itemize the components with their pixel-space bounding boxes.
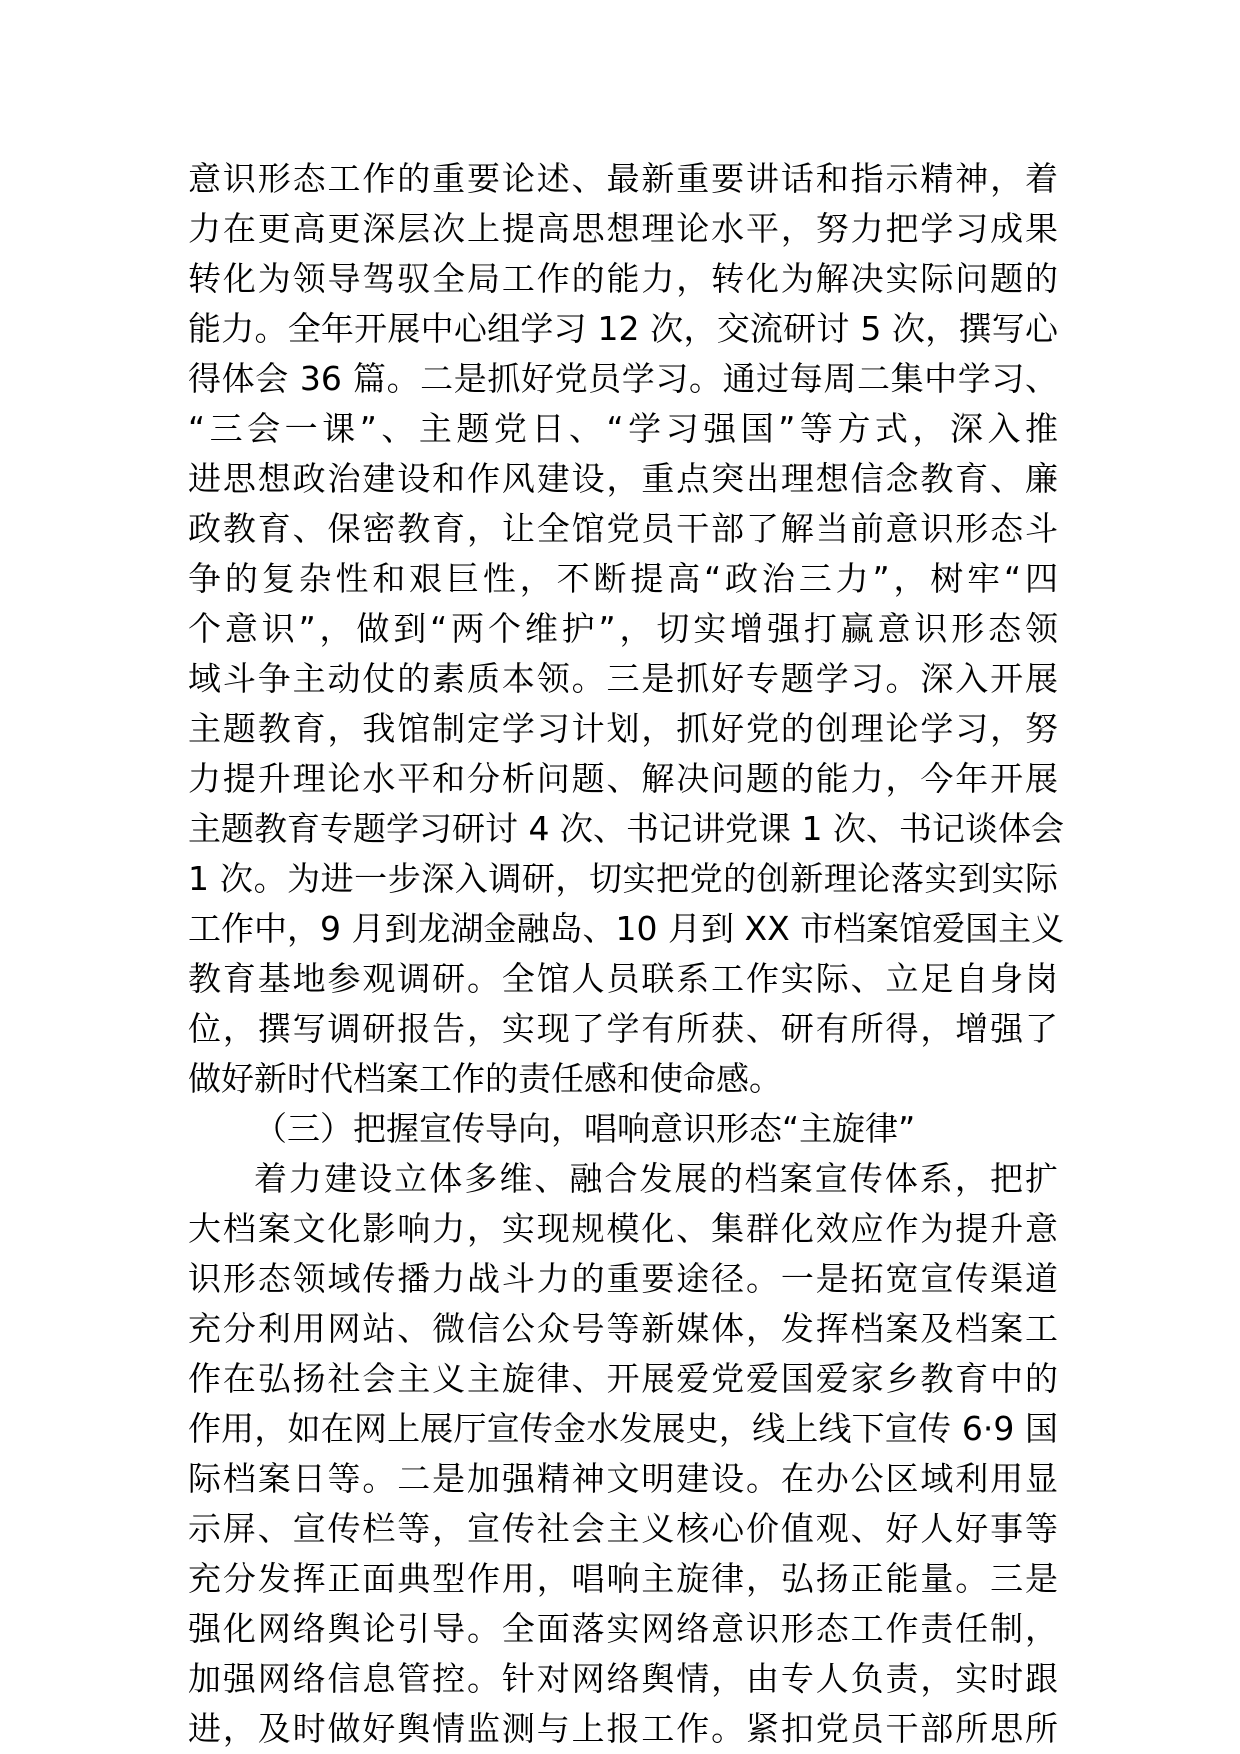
document-line: 作在弘扬社会主义主旋律、开展爱党爱国爱家乡教育中的 xyxy=(188,1359,1058,1398)
document-line: 加强网络信息管控。针对网络舆情，由专人负责，实时跟 xyxy=(188,1659,1058,1698)
document-line: 位，撰写调研报告，实现了学有所获、研有所得，增强了 xyxy=(188,1009,1058,1048)
document-line: 域斗争主动仗的素质本领。三是抓好专题学习。深入开展 xyxy=(188,659,1058,698)
document-line: 充分发挥正面典型作用，唱响主旋律，弘扬正能量。三是 xyxy=(188,1559,1058,1598)
document-line: 主题教育专题学习研讨 4 次、书记讲党课 1 次、书记谈体会 xyxy=(188,809,1064,848)
document-line: 充分利用网站、微信公众号等新媒体，发挥档案及档案工 xyxy=(188,1309,1058,1348)
document-line: 能力。全年开展中心组学习 12 次，交流研讨 5 次，撰写心 xyxy=(188,309,1058,348)
document-body xyxy=(188,154,1065,1754)
document-line: 个意识”，做到“两个维护”，切实增强打赢意识形态领 xyxy=(188,609,1058,648)
document-line: 争的复杂性和艰巨性，不断提高“政治三力”，树牢“四 xyxy=(188,559,1058,598)
document-line: 示屏、宣传栏等，宣传社会主义核心价值观、好人好事等 xyxy=(188,1509,1058,1548)
document-line: 教育基地参观调研。全馆人员联系工作实际、立足自身岗 xyxy=(188,959,1058,998)
document-line: 工作中，9 月到龙湖金融岛、10 月到 XX 市档案馆爱国主义 xyxy=(188,909,1065,948)
document-line: （三）把握宣传导向，唱响意识形态“主旋律” xyxy=(254,1109,916,1148)
document-line: 识形态领域传播力战斗力的重要途径。一是拓宽宣传渠道 xyxy=(188,1259,1058,1298)
document-line: 政教育、保密教育，让全馆党员干部了解当前意识形态斗 xyxy=(188,509,1058,548)
document-line: 主题教育，我馆制定学习计划，抓好党的创理论学习，努 xyxy=(188,709,1058,748)
document-line: 得体会 36 篇。二是抓好党员学习。通过每周二集中学习、 xyxy=(188,359,1058,398)
document-line: 意识形态工作的重要论述、最新重要讲话和指示精神，着 xyxy=(188,159,1058,198)
document-line: 进，及时做好舆情监测与上报工作。紧扣党员干部所思所 xyxy=(188,1709,1058,1748)
document-line: 进思想政治建设和作风建设，重点突出理想信念教育、廉 xyxy=(188,459,1058,498)
document-line: 际档案日等。二是加强精神文明建设。在办公区域利用显 xyxy=(188,1459,1058,1498)
document-line: 强化网络舆论引导。全面落实网络意识形态工作责任制， xyxy=(188,1609,1058,1648)
document-line: 着力建设立体多维、融合发展的档案宣传体系，把扩 xyxy=(254,1159,1058,1198)
document-line: 力在更高更深层次上提高思想理论水平，努力把学习成果 xyxy=(188,209,1058,248)
document-line: 力提升理论水平和分析问题、解决问题的能力，今年开展 xyxy=(188,759,1058,798)
document-line: 做好新时代档案工作的责任感和使命感。 xyxy=(188,1059,782,1098)
document-line: 作用，如在网上展厅宣传金水发展史，线上线下宣传 6·9 国 xyxy=(188,1409,1058,1448)
document-line: “三会一课”、主题党日、“学习强国”等方式，深入推 xyxy=(188,409,1058,448)
document-line: 大档案文化影响力，实现规模化、集群化效应作为提升意 xyxy=(188,1209,1058,1248)
document-line: 转化为领导驾驭全局工作的能力，转化为解决实际问题的 xyxy=(188,259,1058,298)
document-line: 1 次。为进一步深入调研，切实把党的创新理论落实到实际 xyxy=(188,859,1058,898)
